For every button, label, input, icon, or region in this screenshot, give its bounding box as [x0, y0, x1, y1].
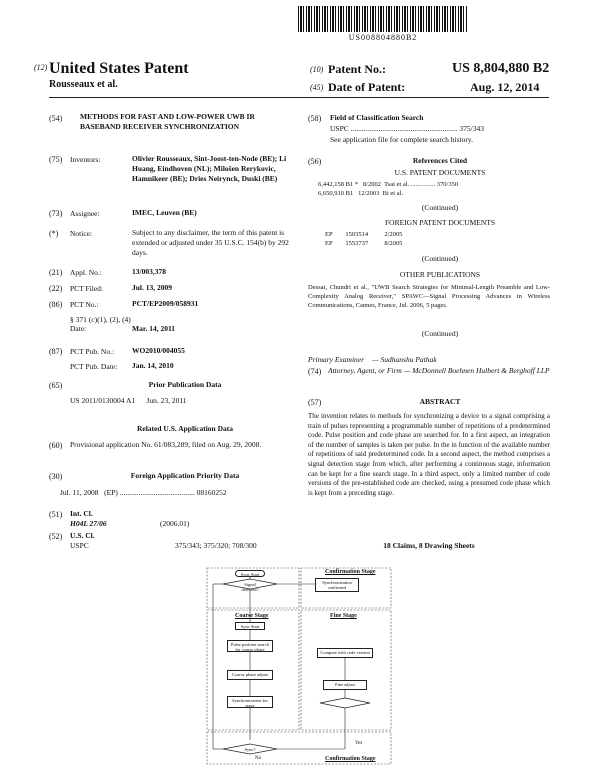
field-label: Notice:: [70, 229, 93, 238]
examiner-label: Primary Examiner: [308, 355, 365, 364]
fine-stage-label: Fine Stage: [330, 613, 357, 619]
patent-no-value: US 8,804,880 B2: [452, 61, 550, 76]
us-cl-code: (52): [49, 532, 63, 541]
fine-adjust-box: Fine adjust: [323, 680, 367, 690]
field-search-code: (58): [308, 114, 322, 123]
abstract-text: The invention relates to methods for synchronizing a device to a signal comprising a train of pulses representing a programmable number of repetitions of a predetermined code. Pulse position and code phase are searched for. In a first aspect, an integration of the number of samples is taken per pulse. In the in function of the available number of repetitions of said predetermined code. In a second aspect, the method comprises a signal detection stage from which, after performing a continuous stage, information can be kept for a fine search stage. In a third aspect, only a limited number of code versions of the pre-established code are checked, using a presumed code phase which is kept from a preceding stage.: [308, 412, 550, 497]
related-heading: Related U.S. Application Data: [136, 424, 234, 433]
us-doc-row: 6,650,910 B1 12/2003 Bi et al.: [318, 190, 404, 197]
field-label: PCT Filed:: [70, 284, 103, 293]
coarse-adjust-box: Coarse phase adjust: [227, 670, 273, 680]
abstract-heading: ABSTRACT: [419, 397, 461, 406]
notice-value: Subject to any disclaimer, the term of this patent is extended or adjusted under 35 U.S.C. 154(b) by 292 days.: [132, 228, 289, 257]
us-cl-value: 375/343; 375/320; 708/300: [175, 541, 257, 550]
coarse-start-box: Sync Start: [235, 622, 265, 630]
field-label: PCT No.:: [70, 300, 99, 309]
field-search-heading: Field of Classification Search: [330, 113, 424, 122]
header-left-code: (12): [34, 63, 48, 72]
int-cl-label: Int. Cl.: [70, 509, 93, 518]
foreign-doc-row: EP 1503514 2/2005: [325, 231, 403, 238]
bottom-diamond-label: Sync?: [244, 747, 256, 752]
sync-start-box: Sync Start: [235, 570, 265, 577]
attorney-code: (74): [308, 367, 322, 376]
field-code: (21): [49, 268, 63, 277]
field-code: (87): [49, 347, 63, 356]
barcode-number: US008804880B2: [348, 33, 418, 42]
abstract-code: (57): [308, 398, 322, 407]
confirmation-stage-label: Confirmation Stage: [325, 569, 376, 575]
foreign-code: (30): [49, 472, 63, 481]
date-code: (45): [310, 83, 324, 92]
date-label: Date of Patent:: [328, 80, 406, 94]
field-search-uspc: USPC ......................................................... 375/343: [330, 124, 484, 133]
field-label: Appl. No.:: [70, 268, 102, 277]
refs-heading: References Cited: [412, 156, 468, 165]
patent-no-label: Patent No.:: [328, 62, 386, 76]
field-code: (*): [49, 229, 59, 238]
foreign-row: Jul. 11, 2008 (EP) ........................................ 08160252: [60, 488, 227, 497]
foreign-heading: Foreign Application Priority Data: [130, 471, 240, 480]
yes-label: Yes: [355, 741, 363, 746]
int-cl-code: (51): [49, 510, 63, 519]
signal-detected-diamond-label: Signal detected?: [241, 582, 259, 592]
confirmation-stage-label: Confirmation Stage: [325, 756, 376, 762]
int-cl-date: (2006.01): [160, 519, 190, 528]
date-value: Aug. 12, 2014: [470, 80, 540, 94]
foreign-doc-row: EP 1553737 8/2005: [325, 240, 403, 247]
field-search-note: See application file for complete search history.: [330, 135, 474, 144]
us-docs-heading: U.S. PATENT DOCUMENTS: [394, 168, 486, 177]
bottom-sync-box: Synchronization for stage: [227, 696, 273, 708]
appl-no-value: 13/003,378: [132, 267, 166, 276]
patent-no-code: (10): [310, 65, 324, 74]
us-cl-sub: USPC: [70, 541, 89, 550]
related-text: Provisional application No. 61/083,289, filed on Aug. 29, 2008.: [70, 440, 262, 449]
patent-title-heading: United States Patent: [49, 60, 189, 77]
pct-no-value: PCT/EP2009/058931: [132, 299, 199, 308]
claims-line: 18 Claims, 8 Drawing Sheets: [383, 541, 475, 550]
flowchart-diagram: [205, 566, 393, 766]
field-label: Assignee:: [70, 209, 100, 218]
field-label: Inventors:: [70, 155, 101, 164]
examiner-name: — Sudhanshu Pathak: [372, 355, 437, 364]
prior-pub-code: (65): [49, 381, 63, 390]
field-code: (86): [49, 300, 63, 309]
attorney-value: Attorney, Agent, or Firm — McDonnell Boehnen Hulbert & Berghoff LLP: [328, 366, 550, 375]
continued-label: (Continued): [421, 329, 459, 338]
continued-label: (Continued): [421, 203, 459, 212]
371-date-value: Mar. 14, 2011: [132, 324, 176, 333]
pct-filed-value: Jul. 13, 2009: [132, 283, 173, 292]
sync-confirmed-box: Synchronization confirmed: [315, 578, 359, 592]
prior-pub-heading: Prior Publication Data: [148, 380, 222, 389]
foreign-docs-heading: FOREIGN PATENT DOCUMENTS: [384, 218, 495, 227]
fine-compute-box: Compute with code version: [317, 648, 373, 658]
pct-pub-no-value: WO2010/004055: [132, 346, 185, 355]
assignee-value: IMEC, Leuven (BE): [132, 208, 197, 217]
us-doc-row: 6,442,158 B1 * 8/2002 Tsai et al. ............... 370/350: [318, 181, 459, 188]
other-pubs-heading: OTHER PUBLICATIONS: [399, 270, 481, 279]
field-label: § 371 (c)(1), (2), (4) Date:: [70, 315, 131, 333]
field-label: PCT Pub. Date:: [70, 362, 118, 371]
barcode-graphic: [298, 6, 468, 32]
field-code: (54): [49, 114, 63, 123]
pct-pub-date-value: Jan. 14, 2010: [132, 361, 174, 370]
field-code: (73): [49, 209, 63, 218]
field-code: (22): [49, 284, 63, 293]
invention-title: METHODS FOR FAST AND LOW-POWER UWB IR BASEBAND RECEIVER SYNCHRONIZATION: [80, 112, 255, 131]
other-pubs-text: Dessai, Chundri et al., "UWB Search Strategies for Minimal-Length Preamble and Low-Complexity Analog Receiver," SPAWC—Signal Processing Advances in Wireless Communications, Cannes, France, Jul. 2006, 5 pages.: [308, 284, 550, 309]
refs-code: (56): [308, 157, 322, 166]
coarse-search-box: Pulse position search for coarse phase: [227, 640, 273, 652]
no-label: No: [255, 756, 262, 761]
flowchart-lines: [205, 566, 393, 766]
field-code: (75): [49, 155, 63, 164]
header-rule: [49, 97, 549, 98]
coarse-stage-label: Coarse Stage: [235, 613, 269, 619]
inventors-value: Olivier Rousseaux, Sint-Joost-ten-Node (BE); Li Huang, Eindhoven (NL); Milošen Rerykovic, Hamnikeer (BE); Dries Neirynck, Duski (BE): [132, 154, 287, 183]
field-label: PCT Pub. No.:: [70, 347, 115, 356]
int-cl-value: H04L 27/06: [70, 519, 107, 528]
prior-pub-row: US 2011/0130004 A1 Jun. 23, 2011: [70, 396, 187, 405]
continued-label: (Continued): [421, 254, 459, 263]
inventor-short: Rousseaux et al.: [49, 79, 118, 90]
us-cl-label: U.S. Cl.: [70, 531, 95, 540]
related-code: (60): [49, 441, 63, 450]
